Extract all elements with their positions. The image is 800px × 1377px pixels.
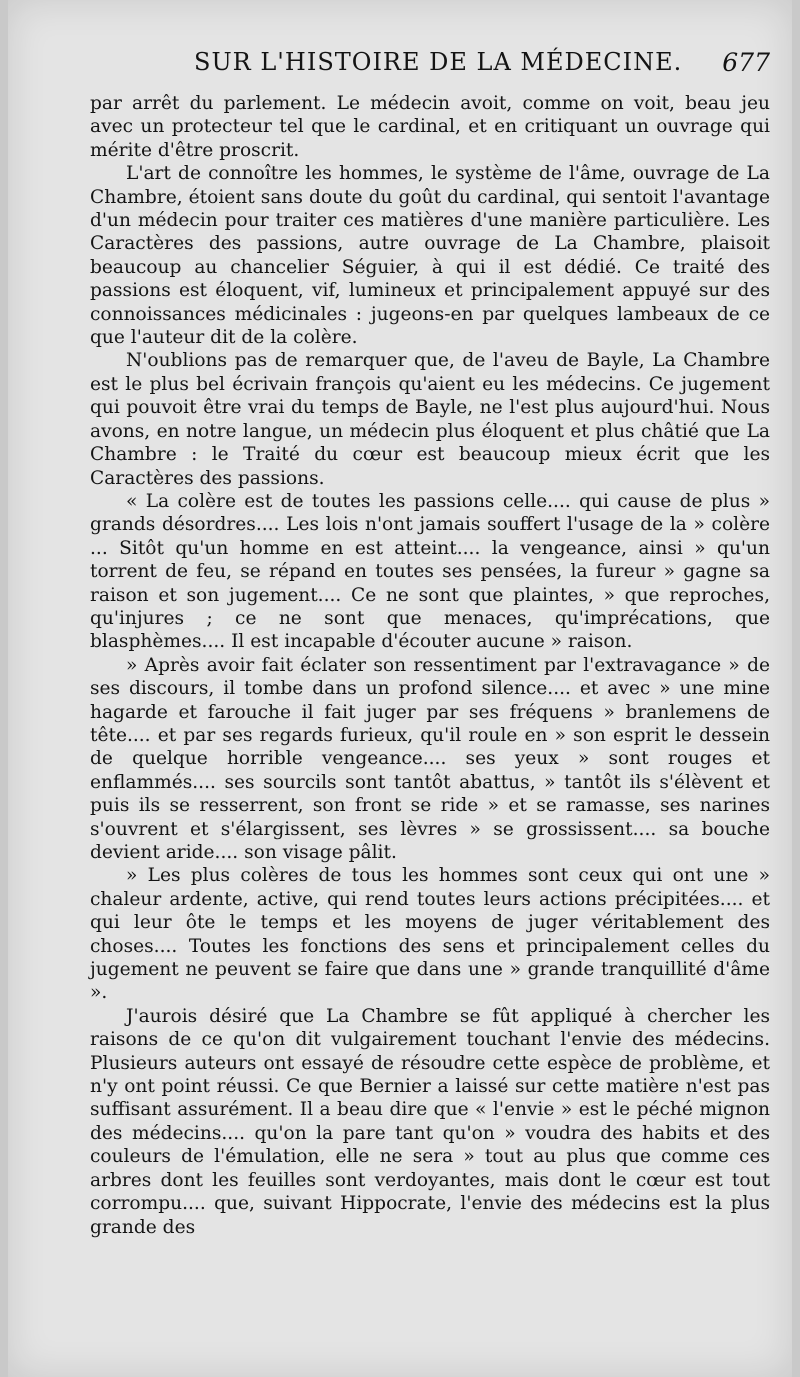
paragraph-7: J'aurois désiré que La Chambre se fût appliqué à chercher les raisons de ce qu'on dit vulgairement touchant l'envie des médecins. Plusieurs auteurs ont essayé de résoudre cette espèce de problème, et n'y ont point réussi. Ce que Bernier a laissé sur cette matière n'est pas suffisant assurément. Il a beau dire que « l'envie » est le péché mignon des médecins.... qu'on la pare tant qu'on » voudra des habits et des couleurs de l'émulation, elle ne sera » tout au plus que comme ces arbres dont les feuilles sont verdoyantes, mais dont le cœur est tout corrompu.... que, suivant Hippocrate, l'envie des médecins est la plus grande des [90, 1005, 770, 1238]
quotation-paragraph-2: » Après avoir fait éclater son ressentiment par l'extravagance » de ses discours, il tombe dans un profond silence.... et avec » une mine hagarde et farouche il fait juger par ses fréquens » branlemens de tête.... et par ses regards furieux, qu'il roule en » son esprit le dessein de quelque horrible vengeance.... ses yeux » sont rouges et enflammés.... ses sourcils sont tantôt abattus, » tantôt ils s'élèvent et puis ils se resserrent, son front se ride » et se ramasse, ses narines s'ouvrent et s'élargissent, ses lèvres » se grossissent.... sa bouche devient aride.... son visage pâlit. [90, 654, 770, 863]
paragraph-1: par arrêt du parlement. Le médecin avoit, comme on voit, beau jeu avec un protecteur tel que le cardinal, et en critiquant un ouvrage qui mérite d'être proscrit. [90, 93, 770, 161]
quotation-paragraph-1: « La colère est de toutes les passions celle.... qui cause de plus » grands désordres.... Les lois n'ont jamais souffert l'usage de la » colère ... Sitôt qu'un homme en est atteint.... la vengeance, ainsi » qu'un torrent de feu, se répand en toutes ses pensées, la fureur » gagne sa raison et son jugement.... Ce ne sont que plaintes, » que reproches, qu'injures ; ce ne sont que menaces, qu'imprécations, que blasphèmes.... Il est incapable d'écouter aucune » raison. [90, 490, 770, 653]
page-content [90, 40, 770, 1239]
running-head [90, 40, 770, 92]
quotation-paragraph-3: » Les plus colères de tous les hommes sont ceux qui ont une » chaleur ardente, active, qui rend toutes leurs actions précipitées.... et qui leur ôte le temps et les moyens de juger véritablement des choses.... Toutes les fonctions des sens et principalement celles du jugement ne peuvent se faire que dans une » grande tranquillité d'âme ». [90, 865, 770, 1004]
body-text [90, 92, 770, 1239]
paragraph-2: L'art de connoître les hommes, le système de l'âme, ouvrage de La Chambre, étoient sans doute du goût du cardinal, qui sentoit l'avantage d'un médecin pour traiter ces matières d'une manière particulière. Les Caractères des passions, autre ouvrage de La Chambre, plaisoit beaucoup au chancelier Séguier, à qui il est dédié. Ce traité des passions est éloquent, vif, lumineux et principalement appuyé sur des connoissances médicinales : jugeons-en par quelques lambeaux de ce que l'auteur dit de la colère. [90, 163, 770, 349]
paragraph-3: N'oublions pas de remarquer que, de l'aveu de Bayle, La Chambre est le plus bel écrivain françois qu'aient eu les médecins. Ce jugement qui pouvoit être vrai du temps de Bayle, ne l'est plus aujourd'hui. Nous avons, en notre langue, un médecin plus éloquent et plus châtié que La Chambre : le Traité du cœur est beaucoup mieux écrit que les Caractères des passions. [90, 350, 770, 489]
running-head-title: SUR L'HISTOIRE DE LA MÉDECINE. [194, 48, 683, 76]
book-page [8, 0, 792, 1377]
page-number: 677 [722, 48, 770, 77]
